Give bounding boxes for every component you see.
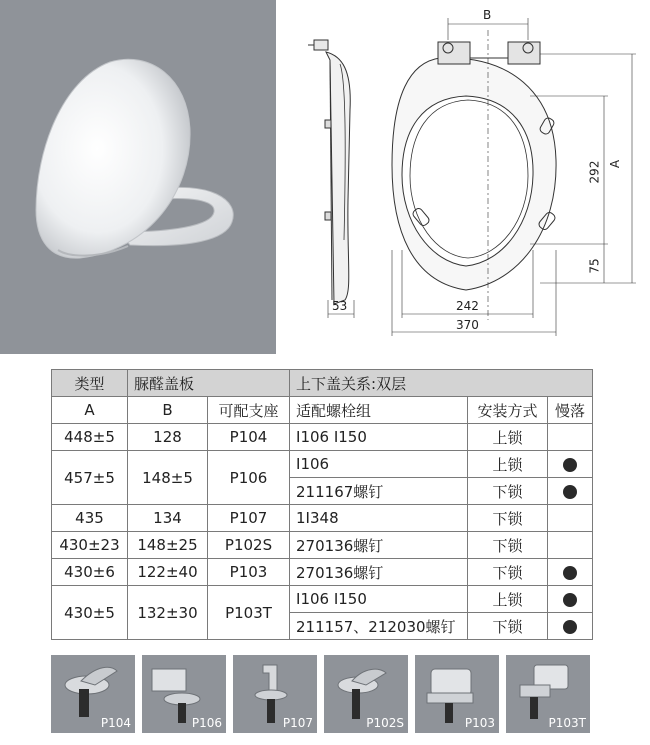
cell-bolts: 1I348	[290, 505, 468, 532]
cell-b: 148±25	[128, 532, 208, 559]
cell-bolts: I106 I150	[290, 586, 468, 613]
cell-install: 上锁	[468, 451, 548, 478]
cell-a: 448±5	[52, 424, 128, 451]
header-type: 类型	[52, 370, 128, 397]
slow-close-dot	[563, 620, 577, 634]
cell-install: 下锁	[468, 505, 548, 532]
cell-b: 134	[128, 505, 208, 532]
cell-slow	[548, 559, 593, 586]
cell-bolts: I106 I150	[290, 424, 468, 451]
cell-install: 下锁	[468, 559, 548, 586]
cell-bracket: P107	[208, 505, 290, 532]
bracket-label: P102S	[366, 716, 404, 730]
col-b: B	[128, 397, 208, 424]
cell-install: 下锁	[468, 532, 548, 559]
cell-a: 457±5	[52, 451, 128, 505]
product-photo	[0, 0, 276, 354]
cell-a: 430±6	[52, 559, 128, 586]
cell-slow	[548, 532, 593, 559]
cell-bracket: P104	[208, 424, 290, 451]
dimension-53-label: 53	[332, 299, 348, 313]
col-a: A	[52, 397, 128, 424]
bracket-label: P103	[464, 716, 495, 730]
bracket-thumbnails	[51, 655, 592, 733]
bracket-thumb	[51, 655, 135, 733]
header-cover: 脲醛盖板	[128, 370, 290, 397]
cell-a: 430±23	[52, 532, 128, 559]
bracket-label: P104	[100, 716, 131, 730]
cell-slow	[548, 505, 593, 532]
cell-slow	[548, 478, 593, 505]
cell-b: 128	[128, 424, 208, 451]
table-header-row	[52, 370, 593, 397]
cell-b: 132±30	[128, 586, 208, 640]
cell-install: 上锁	[468, 586, 548, 613]
bracket-thumb	[415, 655, 499, 733]
bracket-thumb	[324, 655, 408, 733]
table-row	[52, 505, 593, 532]
table-row	[52, 451, 593, 478]
toilet-seat-illustration	[0, 0, 276, 354]
bracket-thumb	[506, 655, 590, 733]
cell-bracket: P102S	[208, 532, 290, 559]
table-row	[52, 559, 593, 586]
table-row	[52, 586, 593, 613]
slow-close-dot	[563, 458, 577, 472]
bracket-label: P106	[191, 716, 222, 730]
dimension-b-label: B	[483, 8, 492, 22]
bracket-thumb	[142, 655, 226, 733]
cell-a: 430±5	[52, 586, 128, 640]
slow-close-dot	[563, 485, 577, 499]
cell-install: 上锁	[468, 424, 548, 451]
bracket-label: P103T	[548, 716, 586, 730]
cell-install: 下锁	[468, 478, 548, 505]
cell-bolts: 270136螺钉	[290, 532, 468, 559]
header-relation: 上下盖关系:双层	[290, 370, 593, 397]
bracket-label: P107	[282, 716, 313, 730]
col-bolts: 适配螺栓组	[290, 397, 468, 424]
dimension-292-label: 292	[587, 160, 602, 184]
dimension-370-label: 370	[456, 318, 479, 332]
cell-slow	[548, 424, 593, 451]
cell-a: 435	[52, 505, 128, 532]
cell-b: 148±5	[128, 451, 208, 505]
cell-bracket: P103	[208, 559, 290, 586]
technical-drawing	[290, 0, 650, 354]
slow-close-dot	[563, 593, 577, 607]
cell-bolts: 270136螺钉	[290, 559, 468, 586]
dimension-242-label: 242	[456, 299, 479, 313]
table-row	[52, 424, 593, 451]
bracket-thumb	[233, 655, 317, 733]
cell-slow	[548, 451, 593, 478]
cell-bracket: P103T	[208, 586, 290, 640]
table-column-row	[52, 397, 593, 424]
cell-bracket: P106	[208, 451, 290, 505]
col-slow: 慢落	[548, 397, 593, 424]
cell-bolts: I106	[290, 451, 468, 478]
cell-slow	[548, 586, 593, 613]
table-row	[52, 532, 593, 559]
cell-install: 下锁	[468, 613, 548, 640]
cell-bolts: 211157、212030螺钉	[290, 613, 468, 640]
dimension-a-label: A	[608, 159, 623, 169]
cell-bolts: 211167螺钉	[290, 478, 468, 505]
slow-close-dot	[563, 566, 577, 580]
col-install: 安装方式	[468, 397, 548, 424]
spec-table	[51, 369, 593, 640]
dimension-75-label: 75	[587, 258, 602, 274]
cell-slow	[548, 613, 593, 640]
col-bracket: 可配支座	[208, 397, 290, 424]
cell-b: 122±40	[128, 559, 208, 586]
